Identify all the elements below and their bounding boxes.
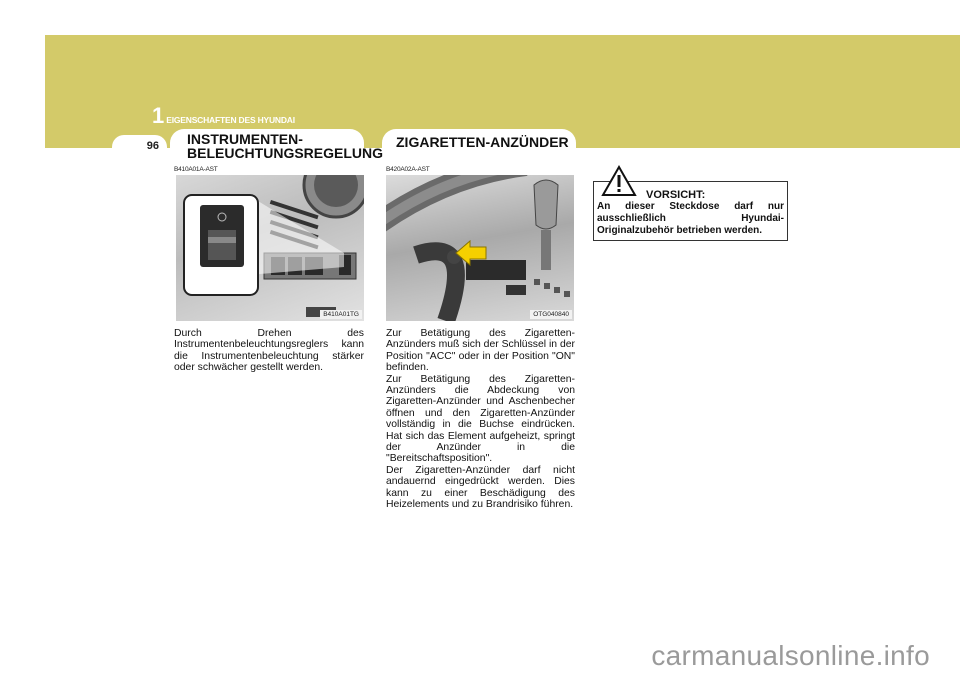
body-text-cigarette-lighter <box>386 328 575 511</box>
warning-box <box>593 181 788 241</box>
watermark: carmanualsonline.info <box>651 640 930 671</box>
warning-triangle-icon <box>601 165 637 197</box>
figure-dimmer-knob <box>176 175 364 321</box>
page-number-tab <box>112 135 167 155</box>
figure-caption: B410A01TG <box>320 310 362 319</box>
paragraph: Zur Betätigung des Zigaretten-Anzünders muß sich der Schlüssel in der Position "ACC" oder in der Position "ON" befinden. <box>386 328 575 374</box>
figure-caption: OTG040840 <box>530 310 572 319</box>
section-title-line1: INSTRUMENTEN- <box>187 131 303 147</box>
section-title-instrument-lighting <box>187 132 383 160</box>
warning-heading: VORSICHT: <box>646 189 706 201</box>
paragraph: Der Zigaretten-Anzünder darf nicht andauernd eingedrückt werden. Dies kann zu einer Beschädigung des Heizelements und zu Brandrisiko führen. <box>386 464 575 511</box>
section-code: B410A01A-AST <box>174 166 218 173</box>
section-title-cigarette-lighter: ZIGARETTEN-ANZÜNDER <box>396 134 569 150</box>
chapter-title: EIGENSCHAFTEN DES HYUNDAI <box>166 115 295 125</box>
figure-cigarette-lighter <box>386 175 574 321</box>
page-number: 96 <box>146 140 159 152</box>
chapter-number: 1 <box>152 103 164 128</box>
section-code: B420A02A-AST <box>386 166 430 173</box>
paragraph: Zur Betätigung des Zigaretten-Anzünders die Abdeckung von Zigaretten-Anzünder und Aschenbecher öffnen und den Zigaretten-Anzünder vollständig in die Buchse eindrücken. Hat sich das Element aufgeheizt, springt der Anzünder in die "Bereitschaftsposition". <box>386 373 575 465</box>
console-illustration <box>386 175 574 321</box>
dashboard-illustration <box>176 175 364 321</box>
body-text-instrument-lighting: Durch Drehen des Instrumentenbeleuchtungsreglers kann die Instrumentenbeleuchtung stärker oder schwächer gestellt werden. <box>174 328 364 374</box>
section-title-line2: BELEUCHTUNGSREGELUNG <box>187 145 384 161</box>
warning-text: An dieser Steckdose darf nur ausschließlich Hyundai-Originalzubehör betrieben werden. <box>597 201 784 236</box>
chapter-heading <box>152 103 295 128</box>
